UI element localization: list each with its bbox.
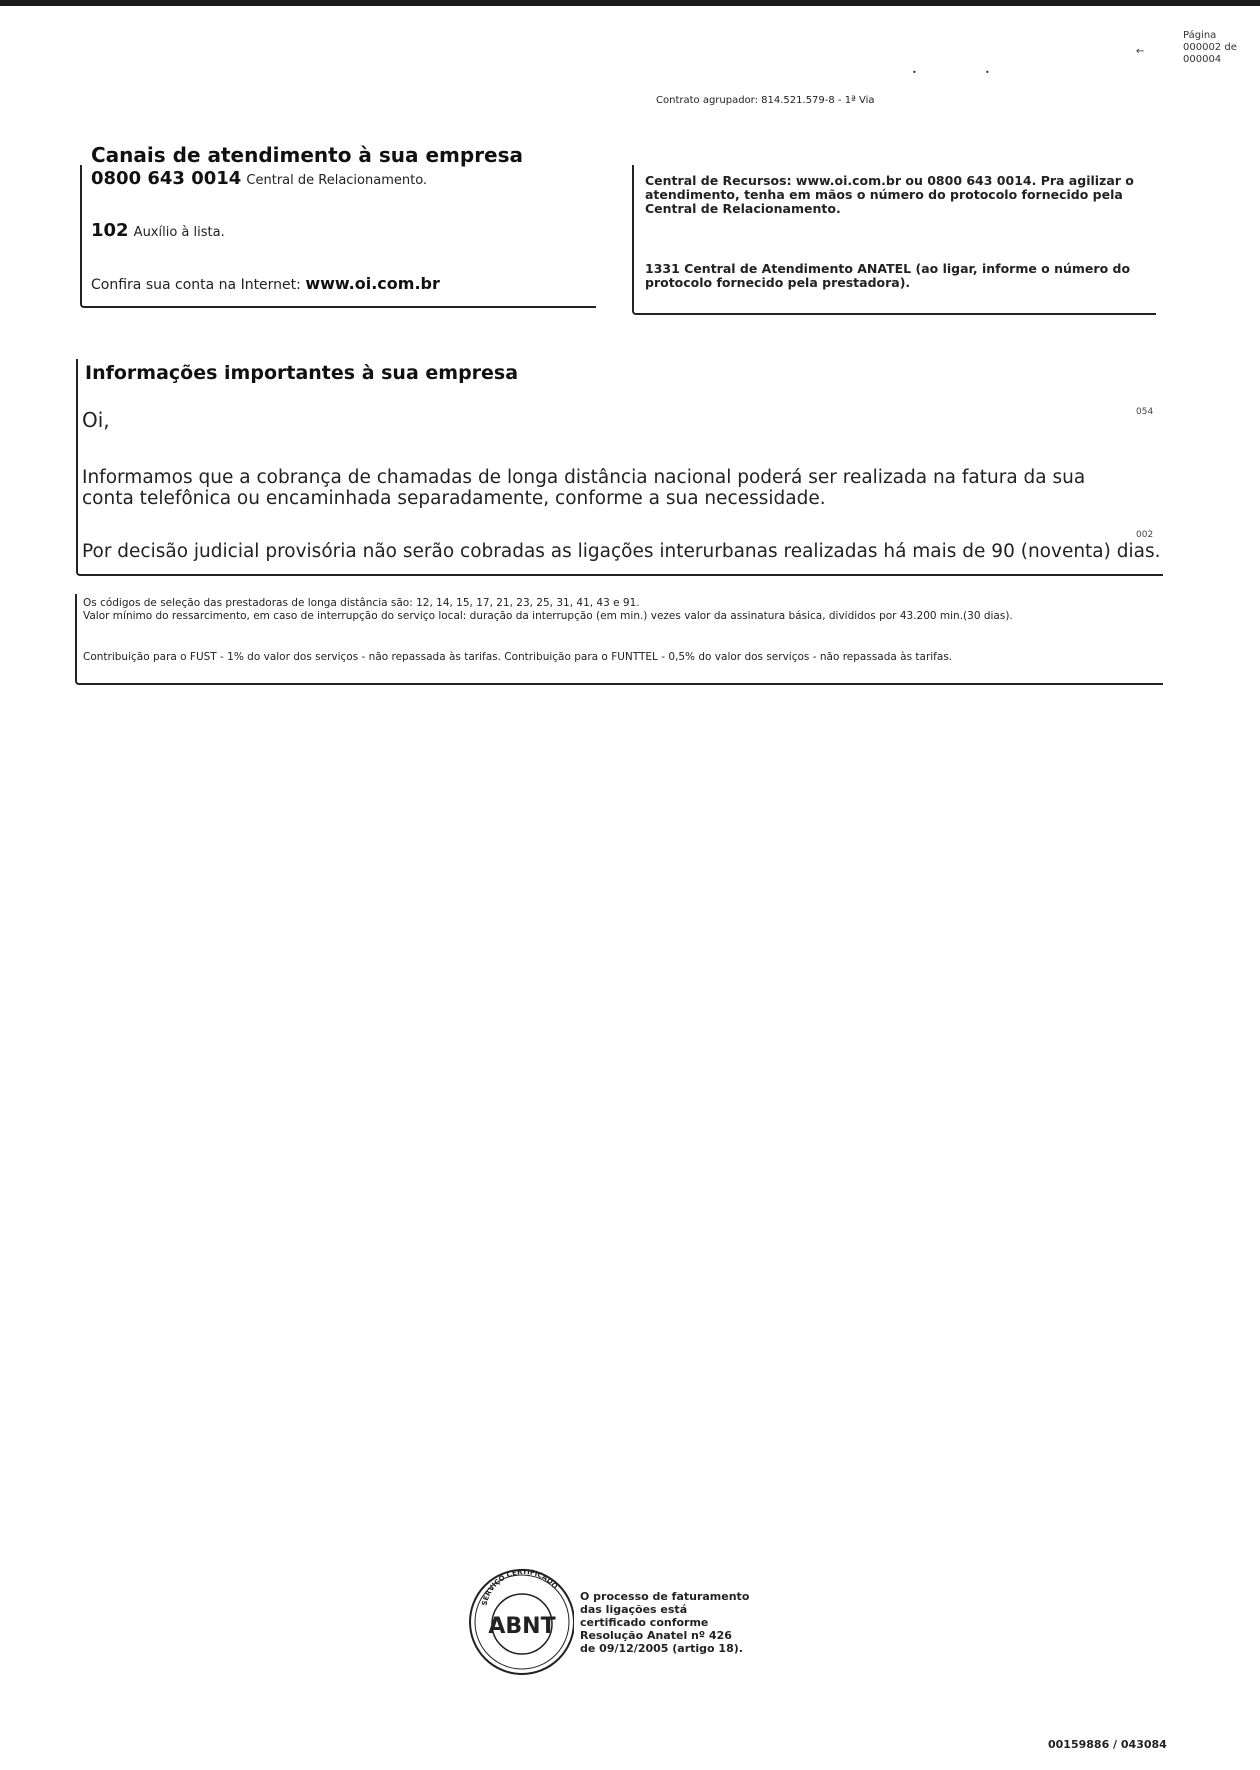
- scan-mark: •: [912, 68, 917, 77]
- seal-center-text: ABNT: [488, 1614, 556, 1639]
- greeting: Oi,: [82, 408, 110, 432]
- document-code: 00159886 / 043084: [1048, 1738, 1167, 1751]
- fine-print-line: Valor mínimo do ressarcimento, em caso de interrupção do serviço local: duração da interrupção (em min.) vezes valor da assinatura básica, divididos por 43.200 min.(30 dias).: [83, 610, 1013, 622]
- phone-label: Central de Relacionamento.: [246, 173, 428, 188]
- web-link[interactable]: www.oi.com.br: [305, 274, 440, 293]
- scan-mark: •: [985, 68, 990, 77]
- central-recursos-text: Central de Recursos: www.oi.com.br ou 0800 643 0014. Pra agilizar o atendimento, tenha em mãos o número do protocolo fornecido pela Central de Relacionamento.: [645, 173, 1134, 216]
- top-edge-bar: [0, 0, 1260, 6]
- fine-print-line: Contribuição para o FUST - 1% do valor dos serviços - não repassada às tarifas. Contribuição para o FUNTTEL - 0,5% do valor dos serviços - não repassada às tarifas.: [83, 651, 953, 663]
- contract-reference: Contrato agrupador: 814.521.579-8 - 1ª Via: [656, 95, 875, 106]
- page-label: Página: [1183, 30, 1217, 41]
- fine-print-block: [83, 597, 1153, 623]
- anatel-text: 1331 Central de Atendimento ANATEL (ao ligar, informe o número do protocolo fornecido pela prestadora).: [645, 261, 1131, 290]
- page-number: [1183, 30, 1255, 66]
- phone-label: Auxílio à lista.: [133, 225, 225, 240]
- scan-mark: ←: [1136, 46, 1145, 57]
- svg-text:SERVIÇO CERTIFICADO: [481, 1568, 560, 1607]
- fine-print-line: Os códigos de seleção das prestadoras de longa distância são: 12, 14, 15, 17, 21, 23, 25, 31, 41, 43 e 91.: [83, 597, 640, 609]
- web-label: Confira sua conta na Internet:: [91, 277, 301, 293]
- web-line: [91, 274, 440, 293]
- seal-ring-text: SERVIÇO CERTIFICADO: [480, 1567, 560, 1607]
- paragraph-longa-distancia: Informamos que a cobrança de chamadas de longa distância nacional poderá ser realizada na fatura da sua conta telefônica ou encaminhada separadamente, conforme a sua necessidade.: [82, 467, 1086, 509]
- phone-number: 0800 643 0014: [91, 168, 242, 189]
- section-code: 002: [1136, 530, 1154, 540]
- auxilio-line: [91, 220, 225, 241]
- paragraph-decisao-judicial: Por decisão judicial provisória não serão cobradas as ligações interurbanas realizadas há mais de 90 (noventa) dias.: [82, 541, 1161, 562]
- certification-text: O processo de faturamento das ligações está certificado conforme Resolução Anatel nº 426 de 09/12/2005 (artigo 18).: [580, 1590, 750, 1655]
- relacionamento-line: [91, 168, 427, 189]
- page-total: 000004: [1183, 54, 1222, 65]
- informacoes-title: Informações importantes à sua empresa: [85, 362, 519, 384]
- section-code: 054: [1136, 407, 1154, 417]
- page-current: 000002 de: [1183, 42, 1237, 53]
- canais-title: Canais de atendimento à sua empresa: [91, 143, 524, 167]
- phone-number: 102: [91, 220, 129, 241]
- abnt-seal-icon: [464, 1560, 574, 1680]
